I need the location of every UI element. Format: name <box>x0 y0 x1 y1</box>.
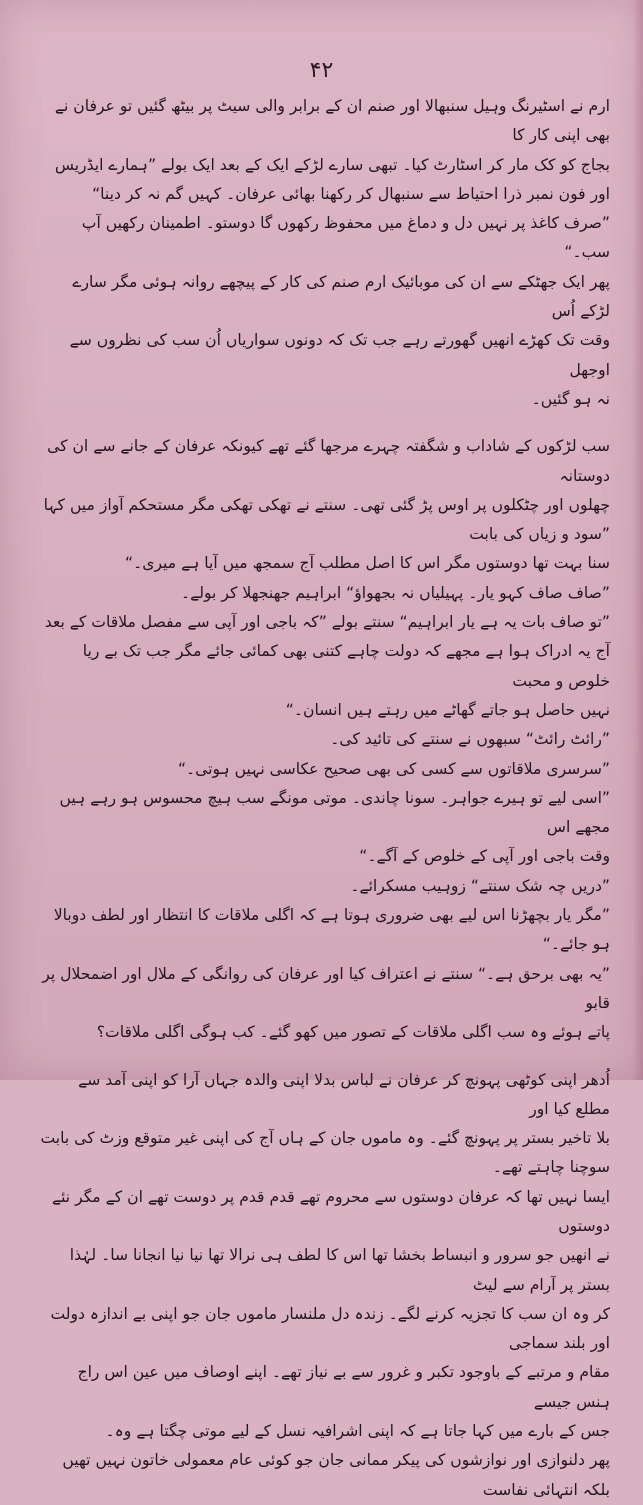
text-line: ”یہ بھی برحق ہے۔“ سنتے نے اعتراف کیا اور عرفان کی روانگی کے ملال اور اضمحلال پر قابو <box>42 964 610 1012</box>
text-line: بلا تاخیر بستر پر پہونچ گئے۔ وہ ماموں جان کے ہاں آج کی اپنی غیر متوقع وزٹ کی بابت سوچنا چاہتے تھے۔ <box>40 1129 610 1177</box>
text-line: سنا بہت تھا دوستوں مگر اس کا اصل مطلب آج سمجھ میں آیا ہے میری۔“ <box>125 554 610 573</box>
urdu-text-body <box>40 92 610 1505</box>
text-line: نہیں حاصل ہو جاتے گھاٹے میں رہتے ہیں انسان۔“ <box>285 700 610 719</box>
page-edge-shadow <box>633 0 643 1080</box>
text-line: جس کے بارے میں کہا جاتا ہے کہ اپنی اشرافیہ نسل کے لیے موتی چگتا ہے وہ۔ <box>105 1422 610 1441</box>
text-line: مقام و مرتبے کے باوجود تکبر و غرور سے بے نیاز تھے۔ اپنے اوصاف میں عین اس راج ہنس جیسے <box>77 1363 610 1411</box>
text-line: وقت باجی اور آپی کے خلوص کے آگے۔“ <box>359 847 610 866</box>
paragraph-gap <box>40 1048 610 1066</box>
text-line: ارم نے اسٹیرنگ وہیل سنبھالا اور صنم ان کے برابر والی سیٹ پر بیٹھ گئیں تو عرفان نے بھی اپنی کار کا <box>54 97 610 145</box>
text-line: ”مگر یار بچھڑنا اس لیے بھی ضروری ہوتا ہے کہ اگلی ملاقات کا انتظار اور لطف دوبالا ہو جائے۔“ <box>53 906 610 954</box>
paragraph-gap <box>40 414 610 432</box>
text-line: کر وہ ان سب کا تجزیہ کرنے لگے۔ زندہ دل ملنسار ماموں جان جو اپنی بے اندازہ دولت اور بلند سماجی <box>50 1304 610 1353</box>
text-line: ”صاف صاف کہو یار۔ پہیلیاں نہ بجھواؤ“ ابراہیم جھنجھلا کر بولے۔ <box>180 583 610 602</box>
text-line: اور فون نمبر ذرا احتیاط سے سنبھال کر رکھنا بھائی عرفان۔ کہیں گم نہ کر دینا“ <box>92 184 610 203</box>
text-line: ”سرسری ملاقاتوں سے کسی کی بھی صحیح عکاسی نہیں ہوتی۔“ <box>177 759 610 778</box>
page-number: ۴۲ <box>309 58 334 83</box>
text-line: ”رائٹ رائٹ“ سبھوں نے سنتے کی تائید کی۔ <box>330 730 610 749</box>
text-line: نہ ہو گئیں۔ <box>531 389 610 408</box>
text-line: نے انھیں جو سرور و انبساط بخشا تھا اس کا لطف ہی نرالا تھا نیا نیا انجانا سا۔ لہٰذا بستر پر آرام سے لیٹ <box>69 1246 610 1294</box>
text-line: بجاج کو کک مار کر اسٹارٹ کیا۔ تبھی سارے لڑکے ایک کے بعد ایک بولے ”ہمارے ایڈریس <box>54 155 610 174</box>
text-line: اُدھر اپنی کوٹھی پہونچ کر عرفان نے لباس بدلا اپنی والدہ جہاں آرا کو اپنی آمد سے مطلع کیا اور <box>78 1070 610 1118</box>
text-line: سب لڑکوں کے شاداب و شگفتہ چہرے مرجھا گئے تھے کیونکہ عرفان کے جانے سے ان کی دوستانہ <box>47 437 610 485</box>
text-line: پھر دلنوازی اور نوازشوں کی پیکر ممانی جان جو کوئی عام معمولی خاتون نہیں تھیں بلکہ انتہائی نفاست <box>62 1451 610 1499</box>
text-line: ”تو صاف بات یہ ہے یار ابراہیم“ سنتے بولے ”کہ باجی اور آپی سے مفصل ملاقات کے بعد <box>44 613 610 632</box>
text-line: ”دریں چہ شک سنتے“ زوہیب مسکرائے۔ <box>350 876 610 895</box>
text-line: آج یہ ادراک ہوا ہے مجھے کہ دولت چاہے کتنی بھی کمائی جائے مگر جب تک بے ریا خلوص و محبت <box>82 642 610 690</box>
text-line: وقت تک کھڑے انھیں گھورتے رہے جب تک کہ دونوں سواریاں اُن سب کی نظروں سے اوجھل <box>69 331 610 379</box>
text-line: ایسا نہیں تھا کہ عرفان دوستوں سے محروم تھے قدم قدم پر دوست تھے ان کے مگر نئے دوستوں <box>51 1187 610 1235</box>
text-line: ”اسی لیے تو ہیرے جواہر۔ سونا چاندی۔ موتی مونگے سب ہیچ محسوس ہو رہے ہیں مجھے اس <box>59 788 610 837</box>
text-line: چھلوں اور چٹکلوں پر اوس پڑ گئی تھی۔ سنتے نے تھکی تھکی مگر مستحکم آواز میں کہا ”سود و زیاں کی بابت <box>43 495 610 544</box>
text-line: ”صرف کاغذ پر نہیں دل و دماغ میں محفوظ رکھوں گا دوستو۔ اطمینان رکھیں آپ سب۔“ <box>81 214 610 262</box>
text-line: پاتے ہوئے وہ سب اگلی ملاقات کے تصور میں کھو گئے۔ کب ہوگی اگلی ملاقات؟ <box>96 1023 610 1042</box>
text-line: پھر ایک جھٹکے سے ان کی موبائیک ارم صنم کی کار کے پیچھے روانہ ہوئی مگر سارے لڑکے اُس <box>72 272 610 321</box>
